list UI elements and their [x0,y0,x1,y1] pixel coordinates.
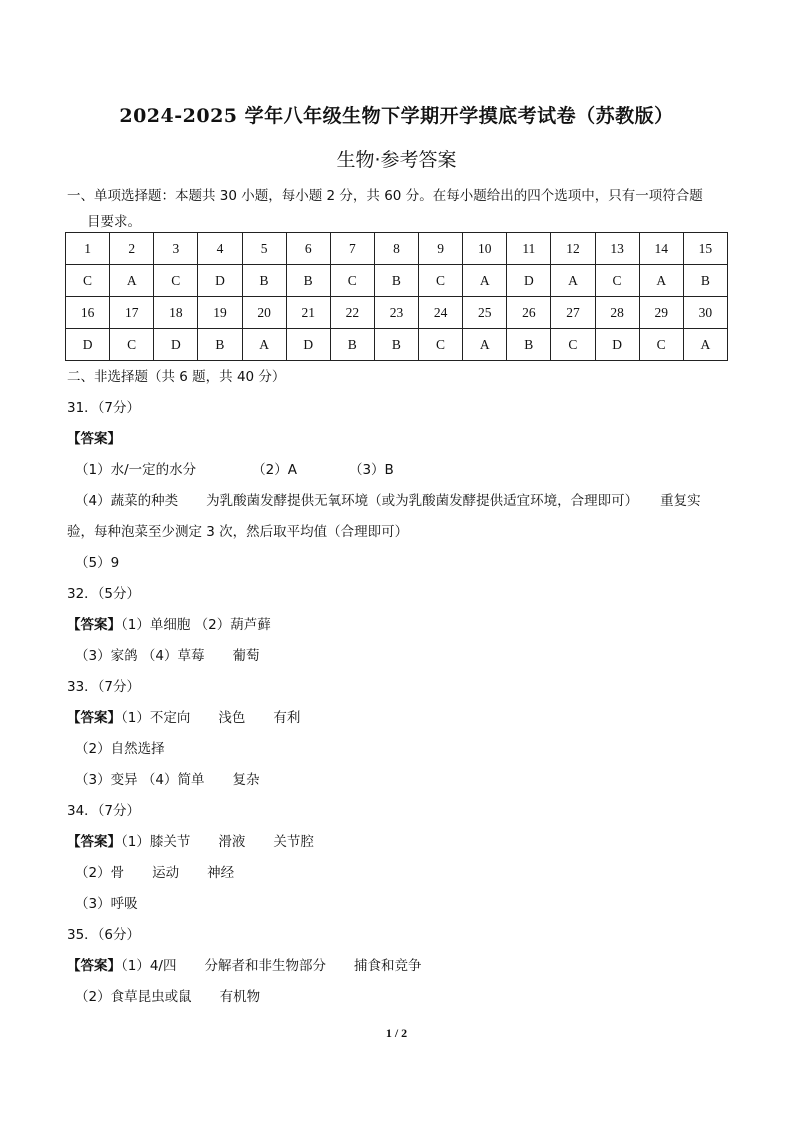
answer-cell: C [66,265,110,297]
q31-header: 31．（7分） [67,400,141,416]
question-number-cell: 12 [551,233,595,265]
answer-cell: A [551,265,595,297]
answer-table-number-row [66,233,728,265]
answer-cell: D [154,329,198,361]
answer-cell: D [507,265,551,297]
answer-table-number-row [66,297,728,329]
answer-cell: C [419,265,463,297]
q35-header: 35．（6分） [67,927,141,943]
question-number-cell: 26 [507,297,551,329]
q34-line2-part1: （2）骨 [75,865,125,881]
question-number-cell: 17 [110,297,154,329]
answer-cell: C [419,329,463,361]
answer-cell: A [463,329,507,361]
question-number-cell: 5 [242,233,286,265]
question-number-cell: 19 [198,297,242,329]
question-number-cell: 10 [463,233,507,265]
answer-cell: A [110,265,154,297]
q32-line1-text: （1）单细胞 （2）葫芦藓 [121,617,271,633]
answer-cell: D [66,329,110,361]
question-number-cell: 20 [242,297,286,329]
question-number-cell: 29 [639,297,683,329]
document-title: 2024-2025 学年八年级生物下学期开学摸底考试卷（苏教版） [119,105,674,127]
q32-line1 [67,613,271,633]
answer-cell: A [242,329,286,361]
q34-line1 [67,830,314,850]
answer-cell: C [639,329,683,361]
q32-line2-part1: （3）家鸽 （4）草莓 [75,648,205,664]
answer-cell: B [683,265,727,297]
answer-table-answer-row [66,265,728,297]
q31-line1-part1: （1）水/一定的水分 [75,462,197,478]
q35-line2 [75,985,260,1005]
question-number-cell: 21 [286,297,330,329]
answer-cell: C [595,265,639,297]
section-1-heading-line1: 一、单项选择题：本题共 30 小题，每小题 2 分，共 60 分。在每小题给出的四个选项中，只有一项符合题 [67,188,703,204]
q33-line3-part1: （3）变异 （4）简单 [75,772,205,788]
q32-answer-label: 【答案】 [67,617,121,633]
question-number-cell: 11 [507,233,551,265]
question-number-cell: 24 [419,297,463,329]
answer-cell: D [286,329,330,361]
answer-cell: D [198,265,242,297]
q33-line1-part3: 有利 [273,710,301,726]
q35-line1-part2: 分解者和非生物部分 [204,958,326,974]
section-1-heading-line2: 目要求。 [87,214,141,230]
q35-line1-part3: 捕食和竞争 [353,958,422,974]
question-number-cell: 3 [154,233,198,265]
q33-line3 [75,768,259,788]
q34-line2 [75,861,234,881]
answer-table-answer-row [66,329,728,361]
q34-line1-part2: 滑液 [218,834,246,850]
answer-cell: C [330,265,374,297]
answer-cell: A [463,265,507,297]
q32-header: 32．（5分） [67,586,141,602]
answer-cell: A [639,265,683,297]
q35-line2-part1: （2）食草昆虫或鼠 [75,989,192,1005]
question-number-cell: 1 [66,233,110,265]
q34-header: 34．（7分） [67,803,141,819]
q32-line2 [75,644,259,664]
question-number-cell: 22 [330,297,374,329]
question-number-cell: 27 [551,297,595,329]
answer-cell: C [110,329,154,361]
question-number-cell: 16 [66,297,110,329]
q35-line2-part2: 有机物 [219,989,261,1005]
q35-line1-part1: （1）4/四 [121,958,177,974]
question-number-cell: 18 [154,297,198,329]
q31-line4: （5）9 [75,555,120,571]
q31-answer-label: 【答案】 [67,431,121,447]
q33-line1-part1: （1）不定向 [121,710,191,726]
question-number-cell: 8 [374,233,418,265]
q31-line2 [75,489,701,509]
answer-cell: B [242,265,286,297]
answer-cell: C [551,329,595,361]
answer-cell: B [330,329,374,361]
answer-table [65,232,728,361]
question-number-cell: 28 [595,297,639,329]
q33-line1-part2: 浅色 [218,710,246,726]
q31-line2-part2: 为乳酸菌发酵提供无氧环境（或为乳酸菌发酵提供适宜环境，合理即可） [206,493,639,509]
answer-cell: B [374,329,418,361]
question-number-cell: 30 [683,297,727,329]
q35-line1 [67,954,421,974]
question-number-cell: 15 [683,233,727,265]
q31-line1 [75,458,394,478]
answer-cell: B [374,265,418,297]
answer-cell: B [198,329,242,361]
q33-line2: （2）自然选择 [75,741,165,757]
answer-cell: B [286,265,330,297]
answer-cell: C [154,265,198,297]
q33-line3-part2: 复杂 [232,772,260,788]
question-number-cell: 2 [110,233,154,265]
answer-cell: A [683,329,727,361]
question-number-cell: 13 [595,233,639,265]
q33-answer-label: 【答案】 [67,710,121,726]
q34-line1-part1: （1）膝关节 [121,834,191,850]
q34-line2-part3: 神经 [207,865,235,881]
question-number-cell: 4 [198,233,242,265]
q32-line2-part2: 葡萄 [232,648,260,664]
q34-line1-part3: 关节腔 [273,834,314,850]
question-number-cell: 23 [374,297,418,329]
document-subtitle: 生物·参考答案 [336,149,457,171]
q31-line3: 验，每种泡菜至少测定 3 次，然后取平均值（合理即可） [67,524,409,540]
page-number: 1 / 2 [385,1026,408,1040]
q34-line2-part2: 运动 [152,865,180,881]
question-number-cell: 25 [463,297,507,329]
q33-header: 33．（7分） [67,679,141,695]
q34-answer-label: 【答案】 [67,834,121,850]
q33-line1 [67,706,300,726]
question-number-cell: 14 [639,233,683,265]
q31-line2-part1: （4）蔬菜的种类 [75,493,179,509]
question-number-cell: 9 [419,233,463,265]
q31-line1-part3: （3）B [348,462,394,478]
q35-answer-label: 【答案】 [67,958,121,974]
question-number-cell: 7 [330,233,374,265]
q31-line1-part2: （2）A [252,462,297,478]
q31-line2-part3: 重复实 [660,493,701,509]
q34-line3: （3）呼吸 [75,896,138,912]
answer-cell: B [507,329,551,361]
section-1-heading [67,183,727,235]
section-2-heading: 二、非选择题（共 6 题，共 40 分） [67,369,286,385]
question-number-cell: 6 [286,233,330,265]
answer-cell: D [595,329,639,361]
